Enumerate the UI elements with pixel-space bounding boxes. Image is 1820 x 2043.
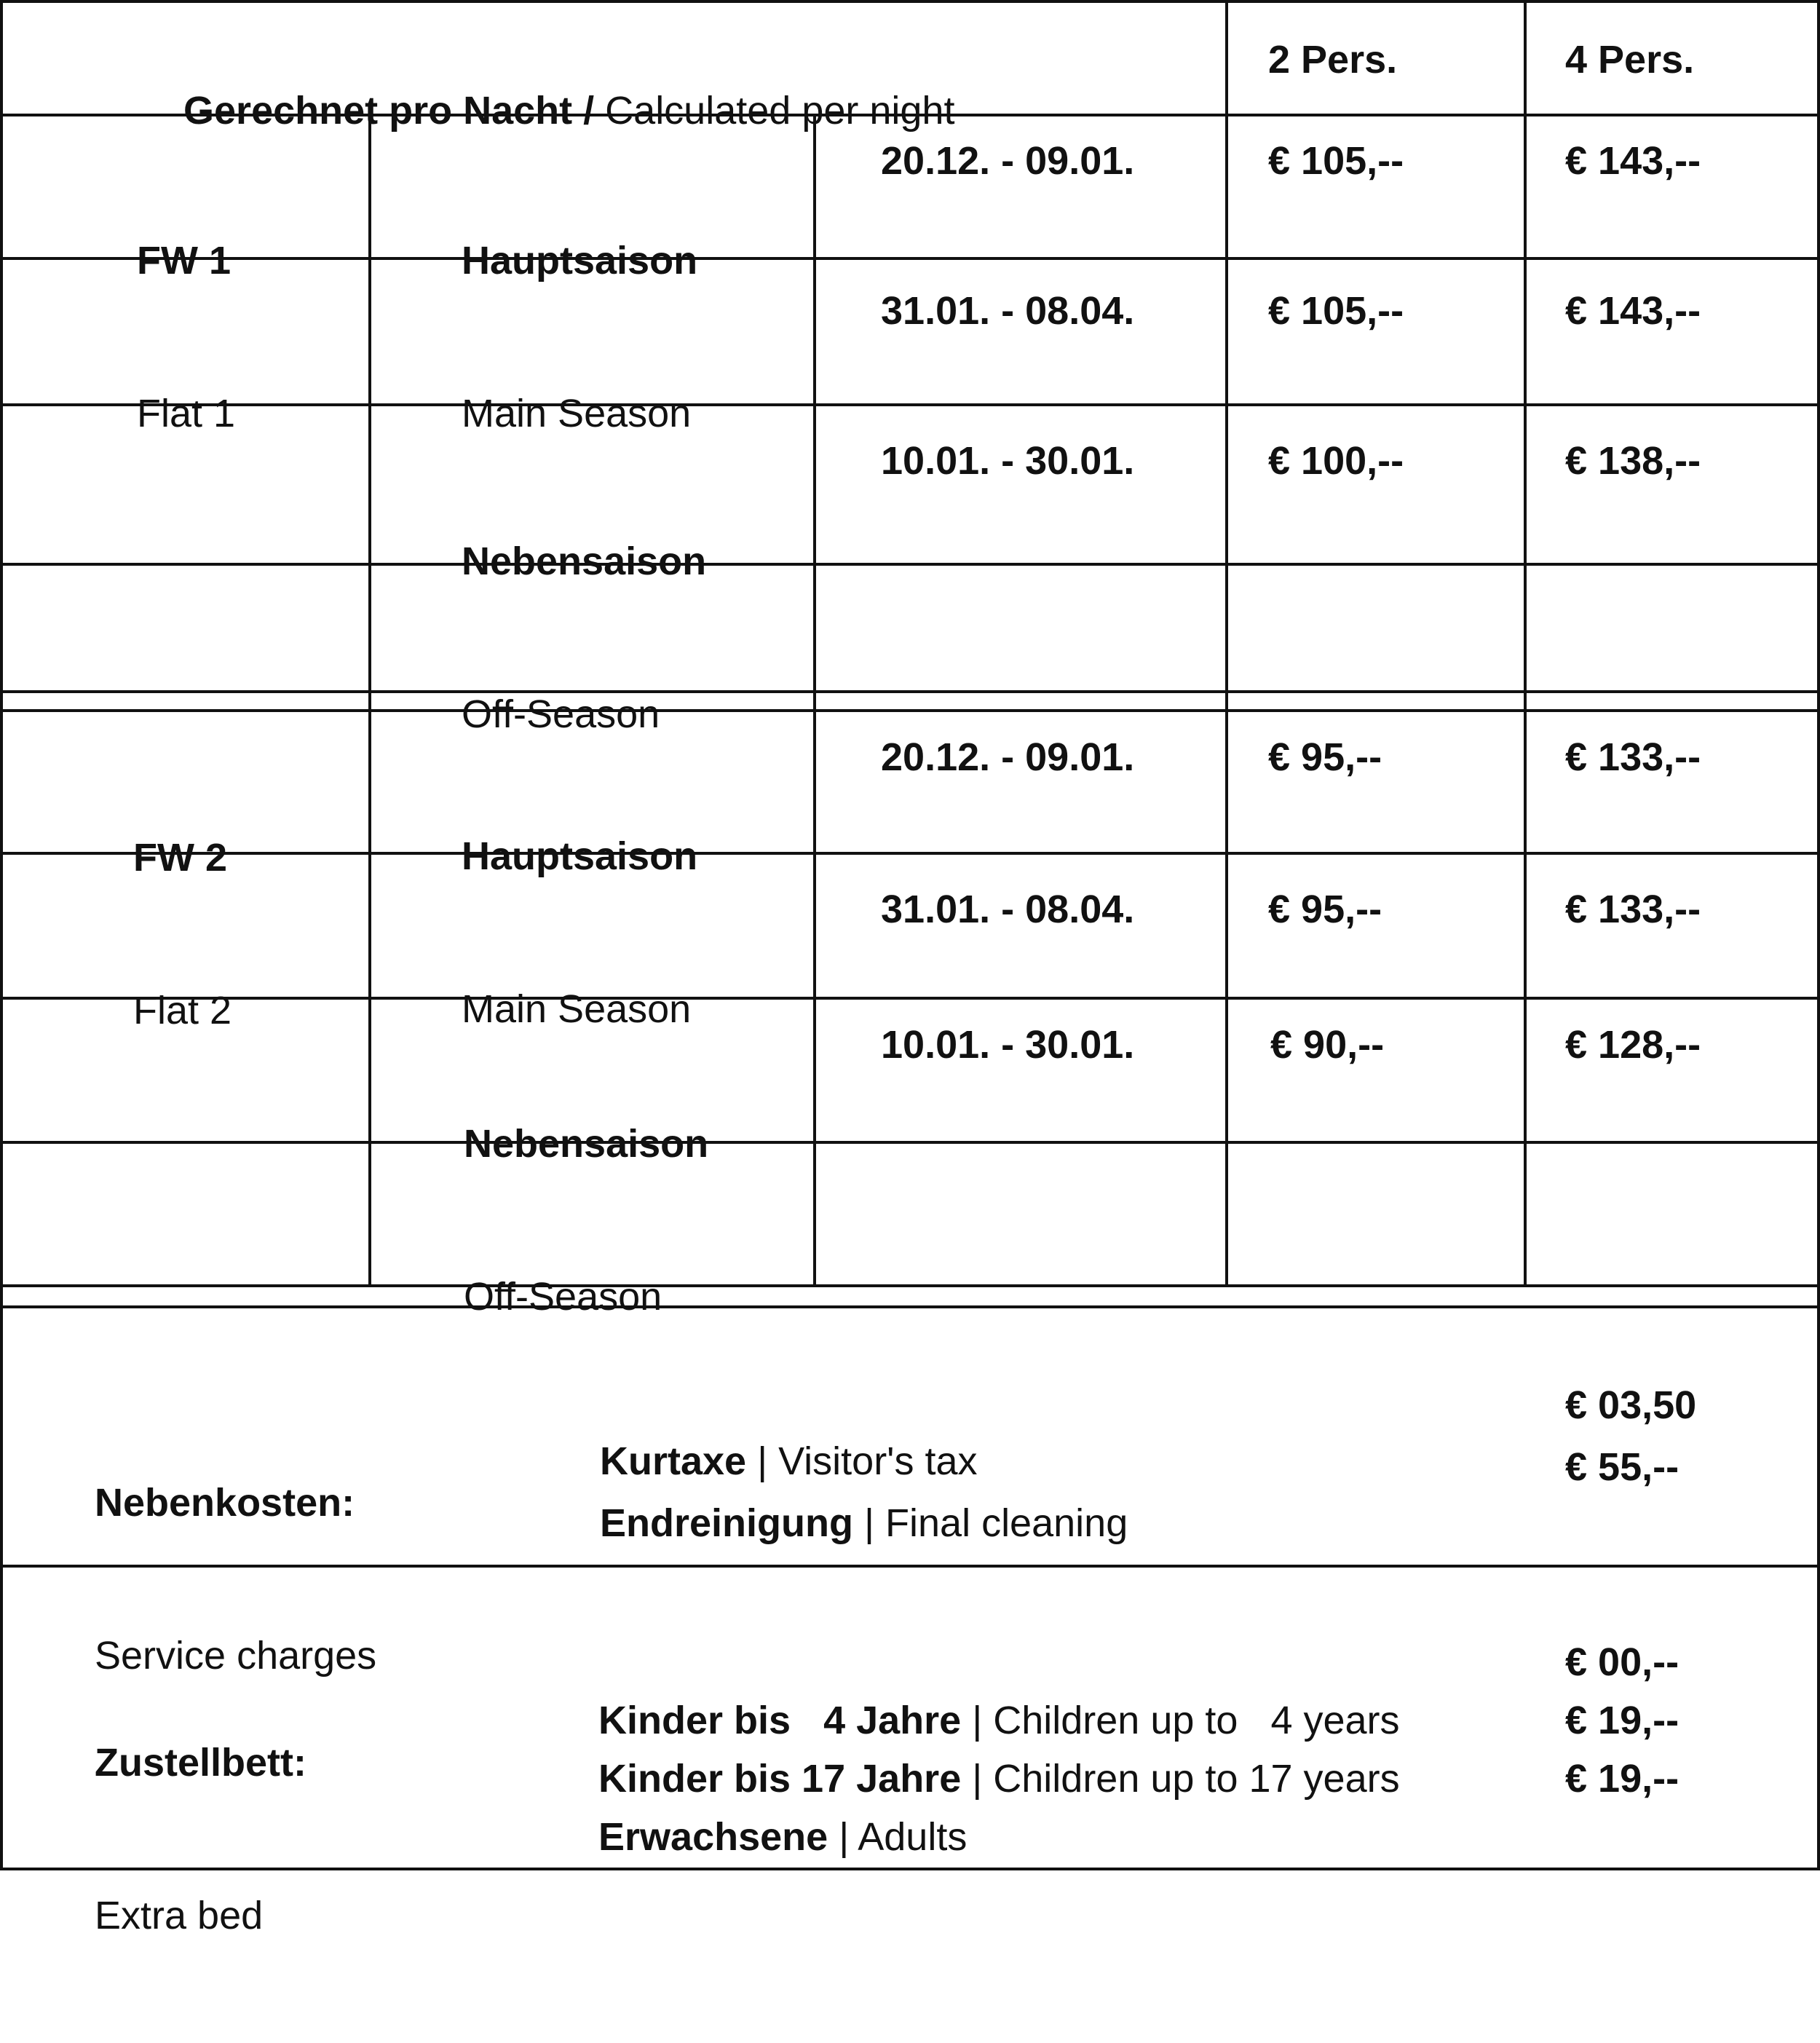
flat-2-row-1-dates: 20.12. - 09.01. <box>881 735 1135 779</box>
flat-1-row-2-price-4: € 143,-- <box>1565 289 1701 333</box>
border-left <box>0 0 3 1870</box>
season-name-en: Main Season <box>462 392 692 435</box>
flat-2-name: FW 2 <box>133 836 227 880</box>
flat-1-label <box>137 133 235 541</box>
col-rule-price2 <box>1225 0 1228 1287</box>
flat-1-row-3-price-2: € 100,-- <box>1268 439 1404 483</box>
flat-1-row-1-price-2: € 105,-- <box>1268 139 1404 183</box>
season-name-en: Main Season <box>462 987 692 1031</box>
extra-bed-price-1: € 00,-- <box>1565 1640 1679 1684</box>
season-name: Nebensaison <box>462 540 707 583</box>
rule-fw2-row3 <box>0 1141 1820 1144</box>
service-charge-label: Kurtaxe <box>600 1439 747 1483</box>
season-name: Hauptsaison <box>462 239 698 282</box>
border-right <box>1817 0 1820 1870</box>
rule-fw1-end-b <box>0 709 1820 712</box>
rule-fw2-end-b <box>0 1305 1820 1308</box>
season-name-en: Off-Season <box>462 692 660 736</box>
service-charges-title-de: Nebenkosten: <box>95 1481 355 1525</box>
flat-2-row-3-price-2: € 90,-- <box>1270 1023 1385 1067</box>
flat-1-row-2-dates: 31.01. - 08.04. <box>881 289 1135 333</box>
flat-1-row-2-price-2: € 105,-- <box>1268 289 1404 333</box>
flat-2-row-2-price-4: € 133,-- <box>1565 888 1701 931</box>
rule-fw2-row1 <box>0 852 1820 855</box>
header-2-pers: 2 Pers. <box>1268 38 1398 82</box>
season-name: Nebensaison <box>464 1122 709 1166</box>
flat-2-label <box>133 730 232 1138</box>
col-rule-season <box>368 114 371 1287</box>
extra-bed-price-3: € 19,-- <box>1565 1757 1679 1801</box>
flat-2-row-3-dates: 10.01. - 30.01. <box>881 1023 1135 1067</box>
extra-bed-title <box>95 1635 306 2043</box>
service-charge-price-2: € 55,-- <box>1565 1445 1679 1489</box>
flat-1-row-1-dates: 20.12. - 09.01. <box>881 139 1135 183</box>
header-4-pers: 4 Pers. <box>1565 38 1695 82</box>
flat-2-row-2-price-2: € 95,-- <box>1268 888 1382 931</box>
extra-bed-label: Erwachsene <box>598 1815 828 1859</box>
flat-1-row-1-price-4: € 143,-- <box>1565 139 1701 183</box>
flat-2-row-2-dates: 31.01. - 08.04. <box>881 888 1135 931</box>
header-title-normal: Calculated per night <box>594 89 955 133</box>
extra-bed-title-de: Zustellbett: <box>95 1741 306 1785</box>
border-top <box>0 0 1820 3</box>
header-title-bold: Gerechnet pro Nacht / <box>183 89 595 133</box>
service-charge-label-en: | Final cleaning <box>852 1501 1128 1545</box>
rule-fw1-end-a <box>0 690 1820 693</box>
extra-bed-label-en: | Adults <box>828 1815 968 1859</box>
flat-1-name: FW 1 <box>137 239 231 282</box>
rule-fw2-end-a <box>0 1284 1820 1287</box>
extra-bed-label: Kinder bis 4 Jahre <box>598 1699 962 1742</box>
flat-1-row-3-price-4: € 138,-- <box>1565 439 1701 483</box>
service-charge-label-en: | Visitor's tax <box>746 1439 978 1483</box>
service-charges-title-en: Service charges <box>95 1634 377 1678</box>
extra-bed-label-en: | Children up to 4 years <box>961 1699 1400 1742</box>
service-charge-item-2 <box>556 1436 1128 1611</box>
extra-bed-label-en: | Children up to 17 years <box>961 1757 1400 1801</box>
extra-bed-item-3 <box>555 1750 967 1924</box>
col-rule-price4 <box>1524 0 1527 1287</box>
flat-2-name-en: Flat 2 <box>133 989 232 1032</box>
season-name: Hauptsaison <box>462 834 698 878</box>
extra-bed-price-2: € 19,-- <box>1565 1699 1679 1742</box>
extra-bed-label: Kinder bis 17 Jahre <box>598 1757 962 1801</box>
rule-fw2-row2 <box>0 997 1820 1000</box>
service-charge-price-1: € 03,50 <box>1565 1383 1697 1427</box>
flat-1-row-3-dates: 10.01. - 30.01. <box>881 439 1135 483</box>
flat-2-row-1-price-2: € 95,-- <box>1268 735 1382 779</box>
service-charge-label: Endreinigung <box>600 1501 853 1545</box>
flat-2-row-3-price-4: € 128,-- <box>1565 1023 1701 1067</box>
rule-fw1-row1 <box>0 257 1820 260</box>
extra-bed-title-en: Extra bed <box>95 1894 264 1937</box>
flat-1-name-en: Flat 1 <box>137 392 236 435</box>
flat-2-row-1-price-4: € 133,-- <box>1565 735 1701 779</box>
flat-2-row-3-season <box>464 1016 708 1424</box>
season-name-en: Off-Season <box>464 1275 662 1319</box>
rule-fw1-row3 <box>0 563 1820 566</box>
rule-fw1-row2 <box>0 403 1820 406</box>
col-rule-dates <box>813 114 816 1287</box>
